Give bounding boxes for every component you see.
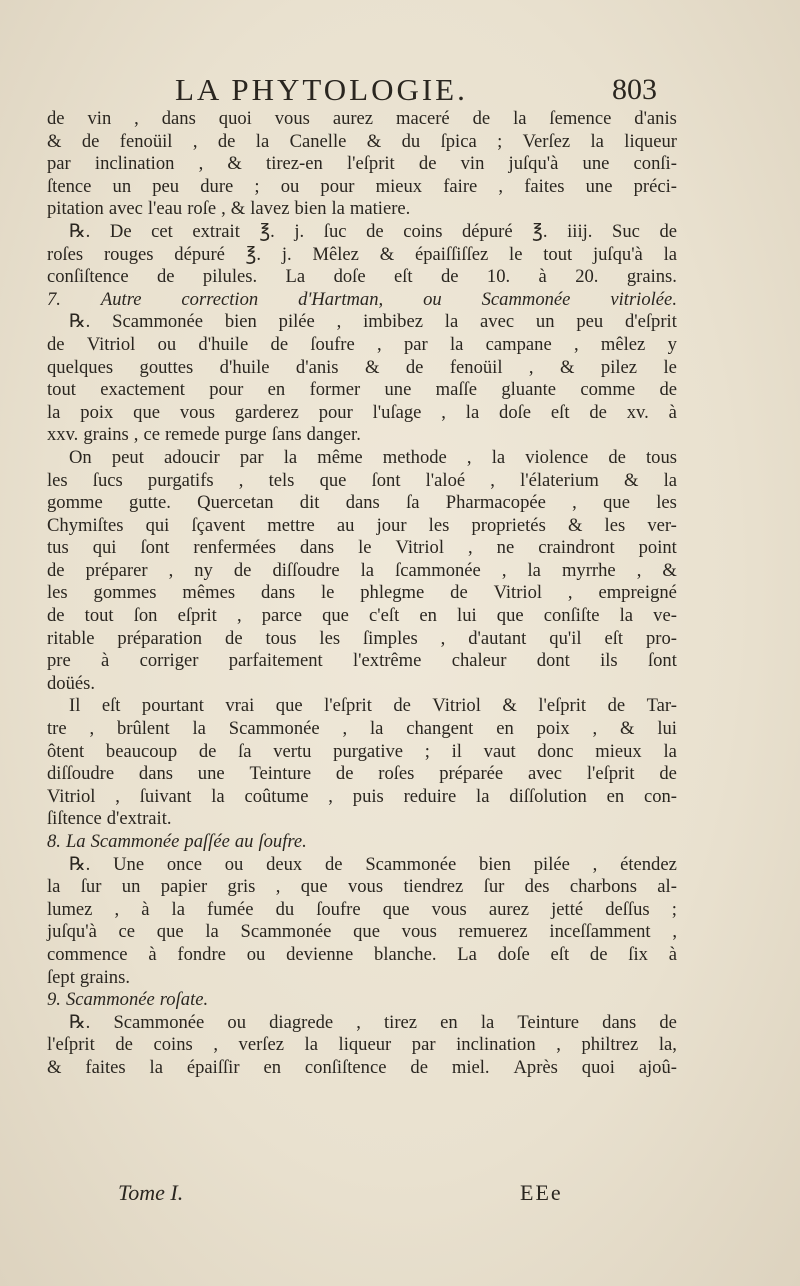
text-line: roſes rouges dépuré ℥. j. Mêlez & épaiſſiſſez le tout juſqu'à la [47, 243, 677, 265]
text-line: quelques gouttes d'huile d'anis & de fenoüil , & pilez le [47, 356, 677, 378]
text-line: Il eſt pourtant vrai que l'eſprit de Vitriol & l'eſprit de Tar- [69, 695, 677, 717]
text-line: ℞. Scammonée ou diagrede , tirez en la Teinture dans de [69, 1011, 677, 1033]
text-line: gomme gutte. Quercetan dit dans ſa Pharmacopée , que les [47, 492, 677, 514]
text-line: ôtent beaucoup de ſa vertu purgative ; il vaut donc mieux la [47, 740, 677, 762]
text-line: de Vitriol ou d'huile de ſoufre , par la campane , mêlez y [47, 333, 677, 355]
text-line: lumez , à la fumée du ſoufre que vous aurez jetté deſſus ; [47, 898, 677, 920]
page-number: 803 [612, 73, 657, 106]
text-line: conſiſtence de pilules. La doſe eſt de 10. à 20. grains. [47, 266, 677, 288]
text-line: ℞. Scammonée bien pilée , imbibez la avec un peu d'eſprit [69, 311, 677, 333]
text-line: par inclination , & tirez-en l'eſprit de vin juſqu'à une conſi- [47, 153, 677, 175]
text-line: 8. La Scammonée paſſée au ſoufre. [47, 831, 307, 852]
text-line: doüés. [47, 672, 96, 694]
text-line: Chymiſtes qui ſçavent mettre au jour les proprietés & les ver- [47, 514, 677, 536]
page-header [0, 70, 800, 110]
text-line: xxv. grains , ce remede purge ſans danger. [47, 424, 361, 446]
text-line: ritable préparation de tous les ſimples , d'autant qu'il eſt pro- [47, 627, 677, 649]
text-line: ſept grains. [47, 966, 130, 988]
text-line: 7. Autre correction d'Hartman, ou Scammonée vitriolée. [47, 288, 677, 310]
text-line: ℞. Une once ou deux de Scammonée bien pilée , étendez [69, 853, 677, 875]
signature-mark: EEe [520, 1180, 563, 1205]
text-line: de préparer , ny de diſſoudre la ſcammonée , la myrrhe , & [47, 559, 677, 581]
text-line: Vitriol , ſuivant la coûtume , puis reduire la diſſolution en con- [47, 785, 677, 807]
text-line: la poix que vous garderez pour l'uſage , la doſe eſt de xv. à [47, 401, 677, 423]
text-line: les gommes mêmes dans le phlegme de Vitriol , empreigné [47, 582, 677, 604]
page-footer [0, 1180, 800, 1210]
tome-label: Tome I. [118, 1180, 184, 1205]
text-line: ℞. De cet extrait ℥. j. ſuc de coins dépuré ℥. iiij. Suc de [69, 220, 677, 242]
text-line: tre , brûlent la Scammonée , la changent en poix , & lui [47, 718, 677, 740]
text-line: tout exactement pour en former une maſſe gluante comme de [47, 379, 677, 401]
text-line: les ſucs purgatifs , tels que ſont l'aloé , l'élaterium & la [47, 469, 677, 491]
text-line: 9. Scammonée roſate. [47, 989, 209, 1011]
text-line: juſqu'à ce que la Scammonée que vous remuerez inceſſamment , [47, 921, 677, 943]
text-line: commence à fondre ou devienne blanche. La doſe eſt de ſix à [47, 943, 677, 965]
text-line: & de fenoüil , de la Canelle & du ſpica ; Verſez la liqueur [47, 130, 677, 152]
text-line: l'eſprit de coins , verſez la liqueur par inclination , philtrez la, [47, 1034, 677, 1056]
text-line: ſtence un peu dure ; ou pour mieux faire , faites une préci- [47, 175, 677, 197]
text-line: tus qui ſont renfermées dans le Vitriol , ne craindront point [47, 537, 677, 559]
text-line: la ſur un papier gris , que vous tiendrez ſur des charbons al- [47, 876, 677, 898]
text-line: pre à corriger parfaitement l'extrême chaleur dont ils ſont [47, 650, 677, 672]
text-line: pitation avec l'eau roſe , & lavez bien la matiere. [47, 198, 411, 220]
text-line: & faites la épaiſſir en conſiſtence de miel. Après quoi ajoû- [47, 1056, 677, 1078]
running-title: LA PHYTOLOGIE. [175, 72, 468, 107]
text-line: On peut adoucir par la même methode , la violence de tous [69, 446, 677, 468]
text-line: de tout ſon eſprit , parce que c'eſt en lui que conſiſte la ve- [47, 605, 677, 627]
text-line: ſiſtence d'extrait. [47, 808, 172, 830]
text-line: diſſoudre dans une Teinture de roſes préparée avec l'eſprit de [47, 763, 677, 785]
text-line: de vin , dans quoi vous aurez maceré de la ſemence d'anis [47, 108, 677, 129]
page-body [47, 108, 677, 1080]
